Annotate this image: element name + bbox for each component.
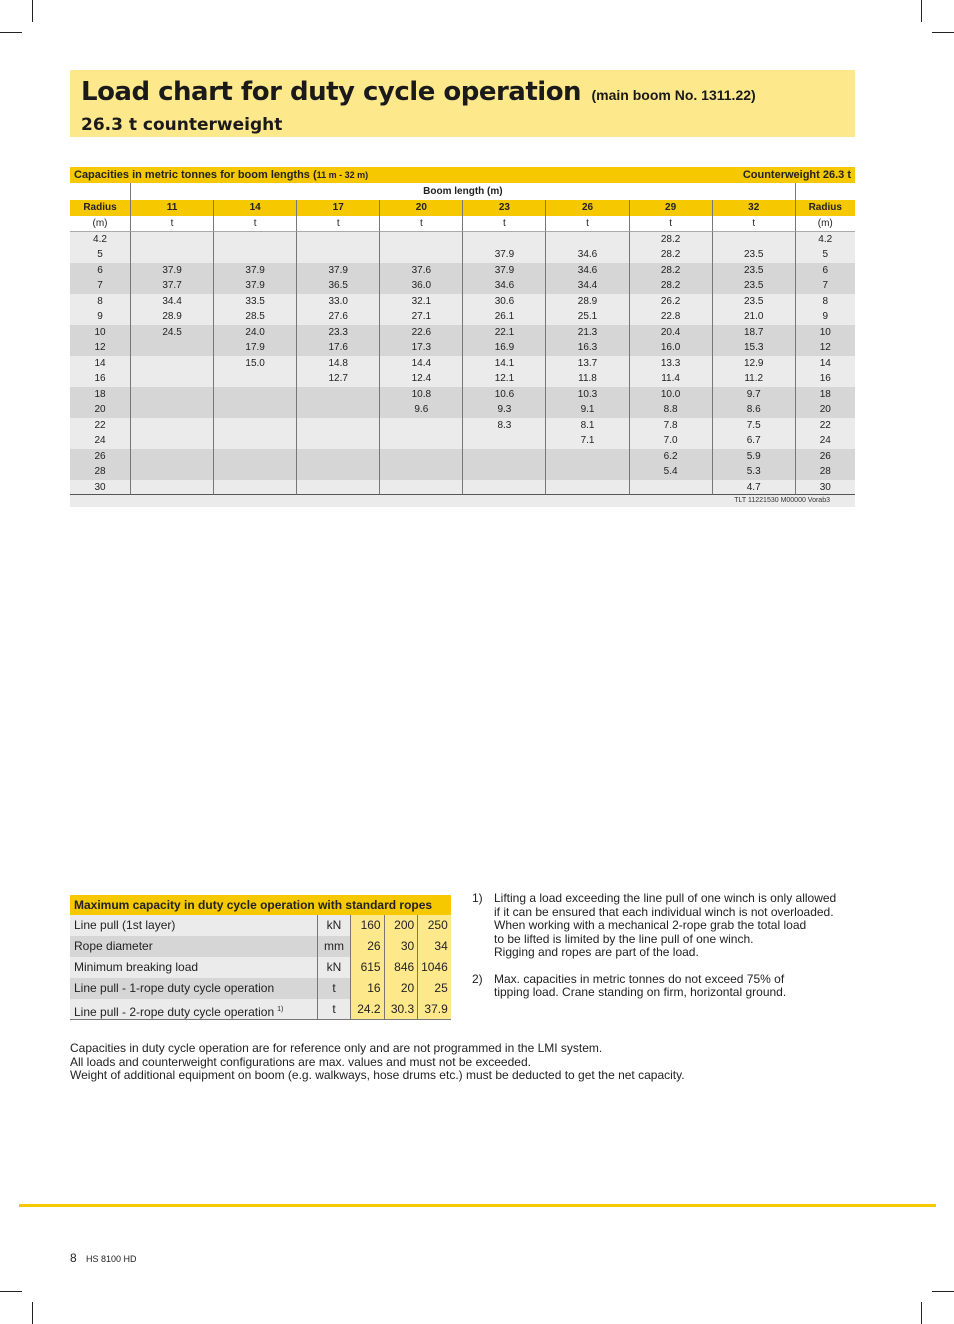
radius-cell: 12 xyxy=(795,340,855,356)
boom-length-header: 23 xyxy=(462,200,545,216)
radius-cell: 10 xyxy=(795,325,855,341)
capacity-cell: 24.0 xyxy=(213,325,296,341)
radius-cell: 26 xyxy=(795,449,855,465)
capacity-value: 26 xyxy=(350,936,384,957)
capacity-cell xyxy=(296,387,379,403)
capacity-value: 20 xyxy=(384,978,418,999)
capacity-value: 34 xyxy=(417,936,451,957)
radius-cell: 16 xyxy=(70,371,130,387)
crop-mark-bottom-left-v xyxy=(32,1302,33,1324)
boom-length-header: 32 xyxy=(712,200,795,216)
capacity-cell: 27.6 xyxy=(296,309,379,325)
capacity-cell: 24.5 xyxy=(130,325,213,341)
boom-length-header: 29 xyxy=(629,200,712,216)
capacity-label xyxy=(70,978,317,999)
radius-cell: 6 xyxy=(795,263,855,279)
capacity-cell: 22.8 xyxy=(629,309,712,325)
capacity-cell xyxy=(545,449,628,465)
capacity-cell: 16.3 xyxy=(545,340,628,356)
capacity-cell: 15.0 xyxy=(213,356,296,372)
page-subtitle: (main boom No. 1311.22) xyxy=(591,87,756,103)
capacity-cell: 28.2 xyxy=(629,247,712,263)
capacity-label xyxy=(70,999,317,1020)
chart-reference: TLT 11221530 M00000 Vorab3 xyxy=(70,495,855,507)
radius-cell: 4.2 xyxy=(795,232,855,248)
capacity-cell: 37.9 xyxy=(213,263,296,279)
capacity-cell: 27.1 xyxy=(379,309,462,325)
capacity-cell: 34.6 xyxy=(545,263,628,279)
page-title: Load chart for duty cycle operation xyxy=(81,77,582,107)
capacity-cell xyxy=(379,418,462,434)
radius-cell: 16 xyxy=(795,371,855,387)
footnote-line: All loads and counterweight configurations are max. values and must not be exceeded. xyxy=(70,1054,531,1069)
capacity-cell: 36.5 xyxy=(296,278,379,294)
capacity-cell: 10.8 xyxy=(379,387,462,403)
capacity-cell: 36.0 xyxy=(379,278,462,294)
capacity-unit: t xyxy=(317,978,350,999)
capacity-cell xyxy=(130,418,213,434)
capacity-cell xyxy=(296,449,379,465)
capacity-table-body xyxy=(70,915,451,1020)
capacity-value: 16 xyxy=(350,978,384,999)
capacity-unit: t xyxy=(317,999,350,1020)
note-number: 2) xyxy=(472,971,483,986)
capacity-cell: 7.0 xyxy=(629,433,712,449)
capacity-cell: 16.9 xyxy=(462,340,545,356)
capacity-cell: 33.0 xyxy=(296,294,379,310)
capacity-cell: 17.9 xyxy=(213,340,296,356)
unit-cell: (m) xyxy=(70,216,130,232)
load-chart-header-right: Counterweight 26.3 t xyxy=(742,169,851,181)
capacity-cell xyxy=(379,464,462,480)
capacity-cell xyxy=(130,340,213,356)
capacity-cell: 20.4 xyxy=(629,325,712,341)
crop-mark-top-left-v xyxy=(32,0,33,22)
footnote-line: Weight of additional equipment on boom (e.g. walkways, hose drums etc.) must be deducted to get the net capacity. xyxy=(70,1068,685,1082)
capacity-value: 200 xyxy=(384,915,418,936)
capacity-cell xyxy=(379,449,462,465)
title-box xyxy=(70,70,855,137)
capacity-cell xyxy=(296,418,379,434)
capacity-cell xyxy=(213,232,296,248)
capacity-label-text: Line pull - 2-rope duty cycle operation xyxy=(74,1005,275,1019)
capacity-cell: 14.8 xyxy=(296,356,379,372)
capacity-row xyxy=(70,936,451,957)
capacity-cell: 23.5 xyxy=(712,278,795,294)
capacity-value: 25 xyxy=(417,978,451,999)
capacity-cell xyxy=(629,480,712,496)
capacity-cell: 8.1 xyxy=(545,418,628,434)
capacity-cell xyxy=(296,247,379,263)
capacity-cell xyxy=(296,480,379,496)
capacity-cell: 12.9 xyxy=(712,356,795,372)
crop-mark-top-right-v xyxy=(921,0,922,22)
capacity-cell xyxy=(296,232,379,248)
crop-mark-top-left-h xyxy=(0,32,22,33)
capacity-cell: 4.7 xyxy=(712,480,795,496)
capacity-table-header: Maximum capacity in duty cycle operation with standard ropes xyxy=(70,895,451,915)
load-chart-header xyxy=(70,167,855,183)
capacity-cell: 17.3 xyxy=(379,340,462,356)
capacity-label xyxy=(70,957,317,978)
capacity-cell xyxy=(130,356,213,372)
radius-cell: 5 xyxy=(70,247,130,263)
capacity-cell: 37.7 xyxy=(130,278,213,294)
capacity-cell xyxy=(545,232,628,248)
capacity-cell: 9.1 xyxy=(545,402,628,418)
radius-cell: 8 xyxy=(795,294,855,310)
capacity-cell: 37.9 xyxy=(462,247,545,263)
capacity-cell: 22.1 xyxy=(462,325,545,341)
capacity-cell: 34.6 xyxy=(545,247,628,263)
capacity-label xyxy=(70,915,317,936)
radius-cell: 28 xyxy=(70,464,130,480)
radius-cell: 9 xyxy=(795,309,855,325)
capacity-cell: 5.9 xyxy=(712,449,795,465)
capacity-cell: 25.1 xyxy=(545,309,628,325)
capacity-cell: 9.3 xyxy=(462,402,545,418)
counterweight-title: 26.3 t counterweight xyxy=(81,115,283,135)
capacity-cell: 28.2 xyxy=(629,232,712,248)
capacity-cell: 18.7 xyxy=(712,325,795,341)
boom-length-header: 14 xyxy=(213,200,296,216)
grid-corner xyxy=(795,183,855,200)
capacity-cell: 10.6 xyxy=(462,387,545,403)
capacity-cell: 26.2 xyxy=(629,294,712,310)
unit-cell: t xyxy=(712,216,795,232)
radius-cell: 20 xyxy=(70,402,130,418)
capacity-cell: 17.6 xyxy=(296,340,379,356)
note-text: Lifting a load exceeding the line pull of one winch is only allowed if it can be ensured that each individual winch is not overloaded. When working with a mechanical 2-rope grab the total load to be lifted is limited by the line pull of one winch. Rigging and ropes are part of the load. xyxy=(494,891,837,959)
capacity-unit: kN xyxy=(317,957,350,978)
boom-length-header: 11 xyxy=(130,200,213,216)
capacity-cell xyxy=(296,464,379,480)
capacity-cell: 8.3 xyxy=(462,418,545,434)
radius-cell: 7 xyxy=(70,278,130,294)
capacity-cell xyxy=(130,371,213,387)
note-item xyxy=(472,973,862,1000)
unit-cell: t xyxy=(545,216,628,232)
capacity-cell xyxy=(379,480,462,496)
radius-cell: 24 xyxy=(795,433,855,449)
note-number: 1) xyxy=(472,891,483,905)
unit-cell: (m) xyxy=(795,216,855,232)
capacity-label-text: Rope diameter xyxy=(74,939,153,953)
load-chart-header-left xyxy=(74,169,368,181)
radius-cell: 10 xyxy=(70,325,130,341)
page-footer xyxy=(70,1251,137,1265)
capacity-cell: 7.8 xyxy=(629,418,712,434)
capacity-cell: 30.6 xyxy=(462,294,545,310)
note-item xyxy=(472,892,862,960)
capacity-cell: 28.2 xyxy=(629,278,712,294)
capacity-cell: 11.8 xyxy=(545,371,628,387)
load-chart-grid xyxy=(70,183,855,495)
capacity-cell: 22.6 xyxy=(379,325,462,341)
capacity-cell xyxy=(130,232,213,248)
capacity-row xyxy=(70,999,451,1020)
capacity-cell xyxy=(213,433,296,449)
capacity-cell: 9.6 xyxy=(379,402,462,418)
capacity-cell xyxy=(213,247,296,263)
unit-cell: t xyxy=(213,216,296,232)
capacity-cell: 34.4 xyxy=(545,278,628,294)
radius-header: Radius xyxy=(795,200,855,216)
unit-cell: t xyxy=(629,216,712,232)
capacity-cell xyxy=(130,433,213,449)
capacity-cell xyxy=(130,402,213,418)
capacity-value: 24.2 xyxy=(350,999,384,1020)
header-left-small: 11 m - 32 m) xyxy=(316,170,369,180)
footnote-marker: 1) xyxy=(277,1006,284,1013)
capacity-value: 250 xyxy=(417,915,451,936)
boom-length-header: 20 xyxy=(379,200,462,216)
unit-cell: t xyxy=(296,216,379,232)
capacity-cell: 37.6 xyxy=(379,263,462,279)
radius-cell: 26 xyxy=(70,449,130,465)
capacity-cell: 34.6 xyxy=(462,278,545,294)
capacity-cell: 5.4 xyxy=(629,464,712,480)
crop-mark-bottom-right-v xyxy=(921,1302,922,1324)
capacity-cell xyxy=(213,418,296,434)
capacity-cell: 7.1 xyxy=(545,433,628,449)
capacity-value: 30.3 xyxy=(384,999,418,1020)
radius-cell: 30 xyxy=(795,480,855,496)
load-chart-table xyxy=(70,167,855,507)
capacity-unit: kN xyxy=(317,915,350,936)
unit-cell: t xyxy=(130,216,213,232)
unit-cell: t xyxy=(462,216,545,232)
capacity-label-text: Line pull (1st layer) xyxy=(74,918,176,932)
capacity-value: 846 xyxy=(384,957,418,978)
capacity-cell: 5.3 xyxy=(712,464,795,480)
radius-cell: 9 xyxy=(70,309,130,325)
radius-cell: 22 xyxy=(795,418,855,434)
capacity-cell xyxy=(213,387,296,403)
capacity-value: 37.9 xyxy=(417,999,451,1020)
capacity-cell: 6.2 xyxy=(629,449,712,465)
capacity-cell: 34.4 xyxy=(130,294,213,310)
footnote-line: Capacities in duty cycle operation are for reference only and are not programmed in the LMI system. xyxy=(70,1041,603,1055)
capacity-cell xyxy=(213,464,296,480)
capacity-cell: 26.1 xyxy=(462,309,545,325)
radius-cell: 6 xyxy=(70,263,130,279)
capacity-value: 30 xyxy=(384,936,418,957)
capacity-cell: 23.5 xyxy=(712,294,795,310)
capacity-cell xyxy=(213,371,296,387)
capacity-cell: 12.7 xyxy=(296,371,379,387)
capacity-cell: 37.9 xyxy=(296,263,379,279)
capacity-cell: 14.4 xyxy=(379,356,462,372)
capacity-cell xyxy=(462,433,545,449)
capacity-cell xyxy=(712,232,795,248)
capacity-cell: 10.3 xyxy=(545,387,628,403)
bottom-rule xyxy=(19,1204,936,1207)
capacity-cell: 23.5 xyxy=(712,247,795,263)
radius-cell: 18 xyxy=(795,387,855,403)
capacity-row xyxy=(70,957,451,978)
radius-cell: 8 xyxy=(70,294,130,310)
capacity-cell: 7.5 xyxy=(712,418,795,434)
radius-cell: 24 xyxy=(70,433,130,449)
capacity-unit: mm xyxy=(317,936,350,957)
capacity-cell: 28.9 xyxy=(545,294,628,310)
capacity-cell: 37.9 xyxy=(462,263,545,279)
capacity-cell: 32.1 xyxy=(379,294,462,310)
capacity-cell xyxy=(379,247,462,263)
capacity-cell: 16.0 xyxy=(629,340,712,356)
radius-cell: 20 xyxy=(795,402,855,418)
radius-cell: 14 xyxy=(70,356,130,372)
grid-corner xyxy=(70,183,130,200)
capacity-cell: 37.9 xyxy=(213,278,296,294)
footnote-paragraph xyxy=(70,1042,870,1083)
capacity-cell xyxy=(379,433,462,449)
capacity-label-text: Minimum breaking load xyxy=(74,960,199,974)
capacity-cell: 28.2 xyxy=(629,263,712,279)
capacity-cell xyxy=(462,449,545,465)
crop-mark-bottom-right-h xyxy=(932,1291,954,1292)
capacity-cell: 9.7 xyxy=(712,387,795,403)
boom-length-header: 26 xyxy=(545,200,628,216)
boom-length-header: 17 xyxy=(296,200,379,216)
capacity-cell: 13.3 xyxy=(629,356,712,372)
capacity-cell xyxy=(462,232,545,248)
capacity-row xyxy=(70,978,451,999)
capacity-cell: 10.0 xyxy=(629,387,712,403)
capacity-cell: 37.9 xyxy=(130,263,213,279)
capacity-cell: 28.5 xyxy=(213,309,296,325)
capacity-cell xyxy=(379,232,462,248)
capacity-cell: 8.6 xyxy=(712,402,795,418)
capacity-cell xyxy=(545,464,628,480)
capacity-value: 1046 xyxy=(417,957,451,978)
capacity-cell xyxy=(130,449,213,465)
page-number: 8 xyxy=(70,1251,77,1265)
capacity-cell: 23.5 xyxy=(712,263,795,279)
capacity-cell xyxy=(213,449,296,465)
radius-cell: 14 xyxy=(795,356,855,372)
capacity-cell: 12.4 xyxy=(379,371,462,387)
capacity-cell: 11.2 xyxy=(712,371,795,387)
capacity-cell: 11.4 xyxy=(629,371,712,387)
capacity-table xyxy=(70,895,451,1020)
capacity-cell xyxy=(213,480,296,496)
note-text: Max. capacities in metric tonnes do not exceed 75% of tipping load. Crane standing on firm, horizontal ground. xyxy=(494,971,787,999)
radius-cell: 22 xyxy=(70,418,130,434)
notes-list xyxy=(472,892,862,1013)
boom-length-label: Boom length (m) xyxy=(130,183,795,200)
capacity-cell: 21.3 xyxy=(545,325,628,341)
capacity-cell xyxy=(545,480,628,496)
capacity-cell: 14.1 xyxy=(462,356,545,372)
capacity-cell xyxy=(130,480,213,496)
capacity-value: 160 xyxy=(350,915,384,936)
document-name: HS 8100 HD xyxy=(86,1254,137,1264)
capacity-cell xyxy=(296,402,379,418)
crop-mark-bottom-left-h xyxy=(0,1291,22,1292)
capacity-row xyxy=(70,915,451,936)
capacity-cell xyxy=(462,464,545,480)
capacity-cell xyxy=(130,387,213,403)
capacity-cell: 13.7 xyxy=(545,356,628,372)
capacity-cell xyxy=(130,464,213,480)
header-left-main: Capacities in metric tonnes for boom lengths ( xyxy=(74,169,317,181)
radius-cell: 7 xyxy=(795,278,855,294)
capacity-cell: 28.9 xyxy=(130,309,213,325)
capacity-cell: 33.5 xyxy=(213,294,296,310)
radius-cell: 12 xyxy=(70,340,130,356)
radius-cell: 5 xyxy=(795,247,855,263)
capacity-cell: 8.8 xyxy=(629,402,712,418)
capacity-value: 615 xyxy=(350,957,384,978)
capacity-cell xyxy=(213,402,296,418)
capacity-cell: 15.3 xyxy=(712,340,795,356)
title-line xyxy=(81,74,845,114)
unit-cell: t xyxy=(379,216,462,232)
capacity-cell: 21.0 xyxy=(712,309,795,325)
capacity-cell: 12.1 xyxy=(462,371,545,387)
crop-mark-top-right-h xyxy=(932,32,954,33)
capacity-cell xyxy=(462,480,545,496)
capacity-label xyxy=(70,936,317,957)
radius-cell: 28 xyxy=(795,464,855,480)
capacity-cell xyxy=(130,247,213,263)
capacity-label-text: Line pull - 1-rope duty cycle operation xyxy=(74,981,275,995)
radius-cell: 4.2 xyxy=(70,232,130,248)
radius-header: Radius xyxy=(70,200,130,216)
radius-cell: 18 xyxy=(70,387,130,403)
capacity-cell: 6.7 xyxy=(712,433,795,449)
capacity-cell xyxy=(296,433,379,449)
capacity-cell: 23.3 xyxy=(296,325,379,341)
radius-cell: 30 xyxy=(70,480,130,496)
